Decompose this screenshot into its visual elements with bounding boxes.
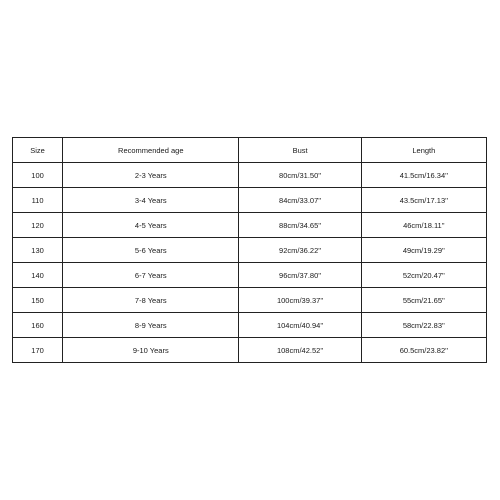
cell-size: 130 bbox=[13, 238, 63, 263]
table-header-row bbox=[13, 138, 487, 163]
cell-bust: 104cm/40.94'' bbox=[239, 313, 361, 338]
cell-length: 55cm/21.65'' bbox=[361, 288, 486, 313]
cell-age: 9-10 Years bbox=[63, 338, 239, 363]
cell-length: 43.5cm/17.13'' bbox=[361, 188, 486, 213]
cell-age: 6-7 Years bbox=[63, 263, 239, 288]
table-row bbox=[13, 263, 487, 288]
table-row bbox=[13, 163, 487, 188]
header-length: Length bbox=[361, 138, 486, 163]
cell-length: 58cm/22.83'' bbox=[361, 313, 486, 338]
cell-bust: 108cm/42.52'' bbox=[239, 338, 361, 363]
cell-age: 2-3 Years bbox=[63, 163, 239, 188]
cell-size: 100 bbox=[13, 163, 63, 188]
header-recommended-age: Recommended age bbox=[63, 138, 239, 163]
cell-length: 60.5cm/23.82'' bbox=[361, 338, 486, 363]
cell-age: 5-6 Years bbox=[63, 238, 239, 263]
header-bust: Bust bbox=[239, 138, 361, 163]
cell-length: 49cm/19.29'' bbox=[361, 238, 486, 263]
cell-length: 41.5cm/16.34'' bbox=[361, 163, 486, 188]
cell-bust: 88cm/34.65'' bbox=[239, 213, 361, 238]
cell-bust: 92cm/36.22'' bbox=[239, 238, 361, 263]
cell-length: 52cm/20.47'' bbox=[361, 263, 486, 288]
cell-bust: 84cm/33.07'' bbox=[239, 188, 361, 213]
cell-size: 160 bbox=[13, 313, 63, 338]
cell-length: 46cm/18.11'' bbox=[361, 213, 486, 238]
cell-age: 7-8 Years bbox=[63, 288, 239, 313]
cell-bust: 80cm/31.50'' bbox=[239, 163, 361, 188]
cell-age: 4-5 Years bbox=[63, 213, 239, 238]
cell-age: 3-4 Years bbox=[63, 188, 239, 213]
cell-size: 140 bbox=[13, 263, 63, 288]
cell-size: 110 bbox=[13, 188, 63, 213]
table-row bbox=[13, 213, 487, 238]
cell-size: 150 bbox=[13, 288, 63, 313]
header-size: Size bbox=[13, 138, 63, 163]
cell-age: 8-9 Years bbox=[63, 313, 239, 338]
cell-bust: 96cm/37.80'' bbox=[239, 263, 361, 288]
size-chart-table bbox=[12, 137, 487, 363]
table-row bbox=[13, 238, 487, 263]
table-row bbox=[13, 288, 487, 313]
table-row bbox=[13, 313, 487, 338]
cell-size: 120 bbox=[13, 213, 63, 238]
table-row bbox=[13, 188, 487, 213]
cell-bust: 100cm/39.37'' bbox=[239, 288, 361, 313]
table-row bbox=[13, 338, 487, 363]
cell-size: 170 bbox=[13, 338, 63, 363]
